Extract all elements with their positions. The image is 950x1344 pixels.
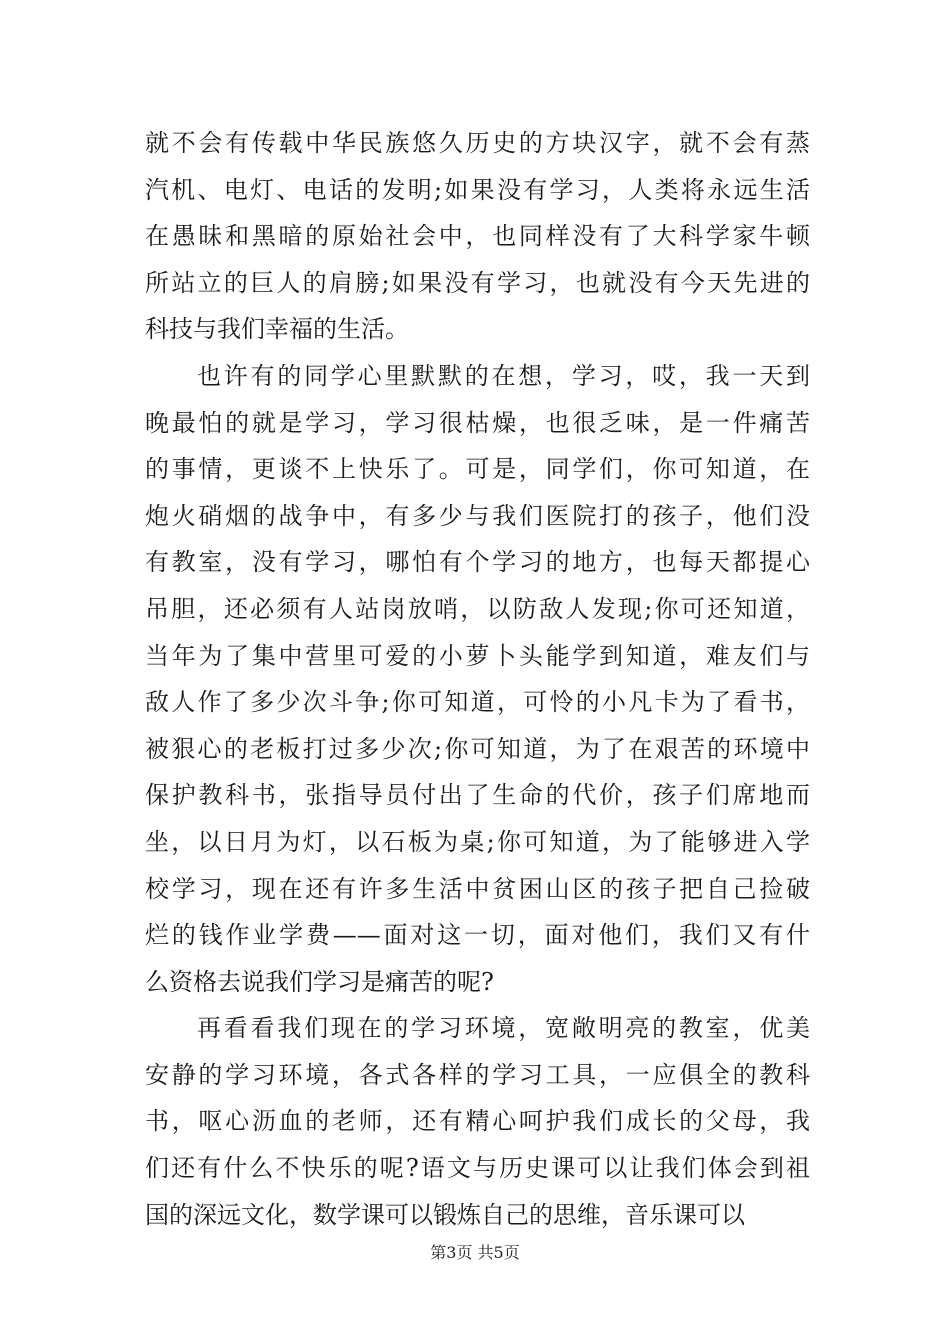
text-line: 所站立的巨人的肩膀;如果没有学习，也就没有今天先进的 [145,268,810,297]
text-line: 被狠心的老板打过多少次;你可知道，为了在艰苦的环境中 [145,734,810,763]
text-line: 科技与我们幸福的生活。 [145,315,409,344]
text-line: 敌人作了多少次斗争;你可知道，可怜的小凡卡为了看书， [145,688,810,717]
paragraph [145,120,810,353]
text-line: 再看看我们现在的学习环境，宽敞明亮的教室，优美 [197,1014,810,1043]
text-line: 国的深远文化，数学课可以锻炼自己的思维，音乐课可以 [145,1200,745,1229]
paragraph [145,353,810,1005]
text-line: 也许有的同学心里默默的在想，学习，哎，我一天到 [197,361,810,390]
text-line: 有教室，没有学习，哪怕有个学习的地方，也每天都提心 [145,548,810,577]
text-line: 炮火硝烟的战争中，有多少与我们医院打的孩子，他们没 [145,501,810,530]
text-line: 书，呕心沥血的老师，还有精心呵护我们成长的父母，我 [145,1107,810,1136]
text-line: 汽机、电灯、电话的发明;如果没有学习，人类将永远生活 [145,175,810,204]
text-line: 在愚昧和黑暗的原始社会中，也同样没有了大科学家牛顿 [145,222,810,251]
text-line: 当年为了集中营里可爱的小萝卜头能学到知道，难友们与 [145,641,810,670]
text-line: 吊胆，还必须有人站岗放哨，以防敌人发现;你可还知道， [145,594,810,623]
text-line: 的事情，更谈不上快乐了。可是，同学们，你可知道，在 [145,455,810,484]
text-line: 们还有什么不快乐的呢?语文与历史课可以让我们体会到祖 [145,1154,810,1183]
text-line: 烂的钱作业学费——面对这一切，面对他们，我们又有什 [145,921,810,950]
text-line: 安静的学习环境，各式各样的学习工具，一应俱全的教科 [145,1060,810,1089]
text-line: 校学习，现在还有许多生活中贫困山区的孩子把自己捡破 [145,874,810,903]
text-line: 保护教科书，张指导员付出了生命的代价，孩子们席地而 [145,781,810,810]
paragraph [145,1005,810,1238]
text-line: 么资格去说我们学习是痛苦的呢? [145,967,494,996]
text-line: 晚最怕的就是学习，学习很枯燥，也很乏味，是一件痛苦 [145,408,810,437]
text-line: 就不会有传载中华民族悠久历史的方块汉字，就不会有蒸 [145,129,810,157]
page-body [145,120,810,1238]
text-line: 坐，以日月为灯，以石板为桌;你可知道，为了能够进入学 [145,827,810,856]
page-footer: 第3页 共5页 [430,1243,520,1262]
